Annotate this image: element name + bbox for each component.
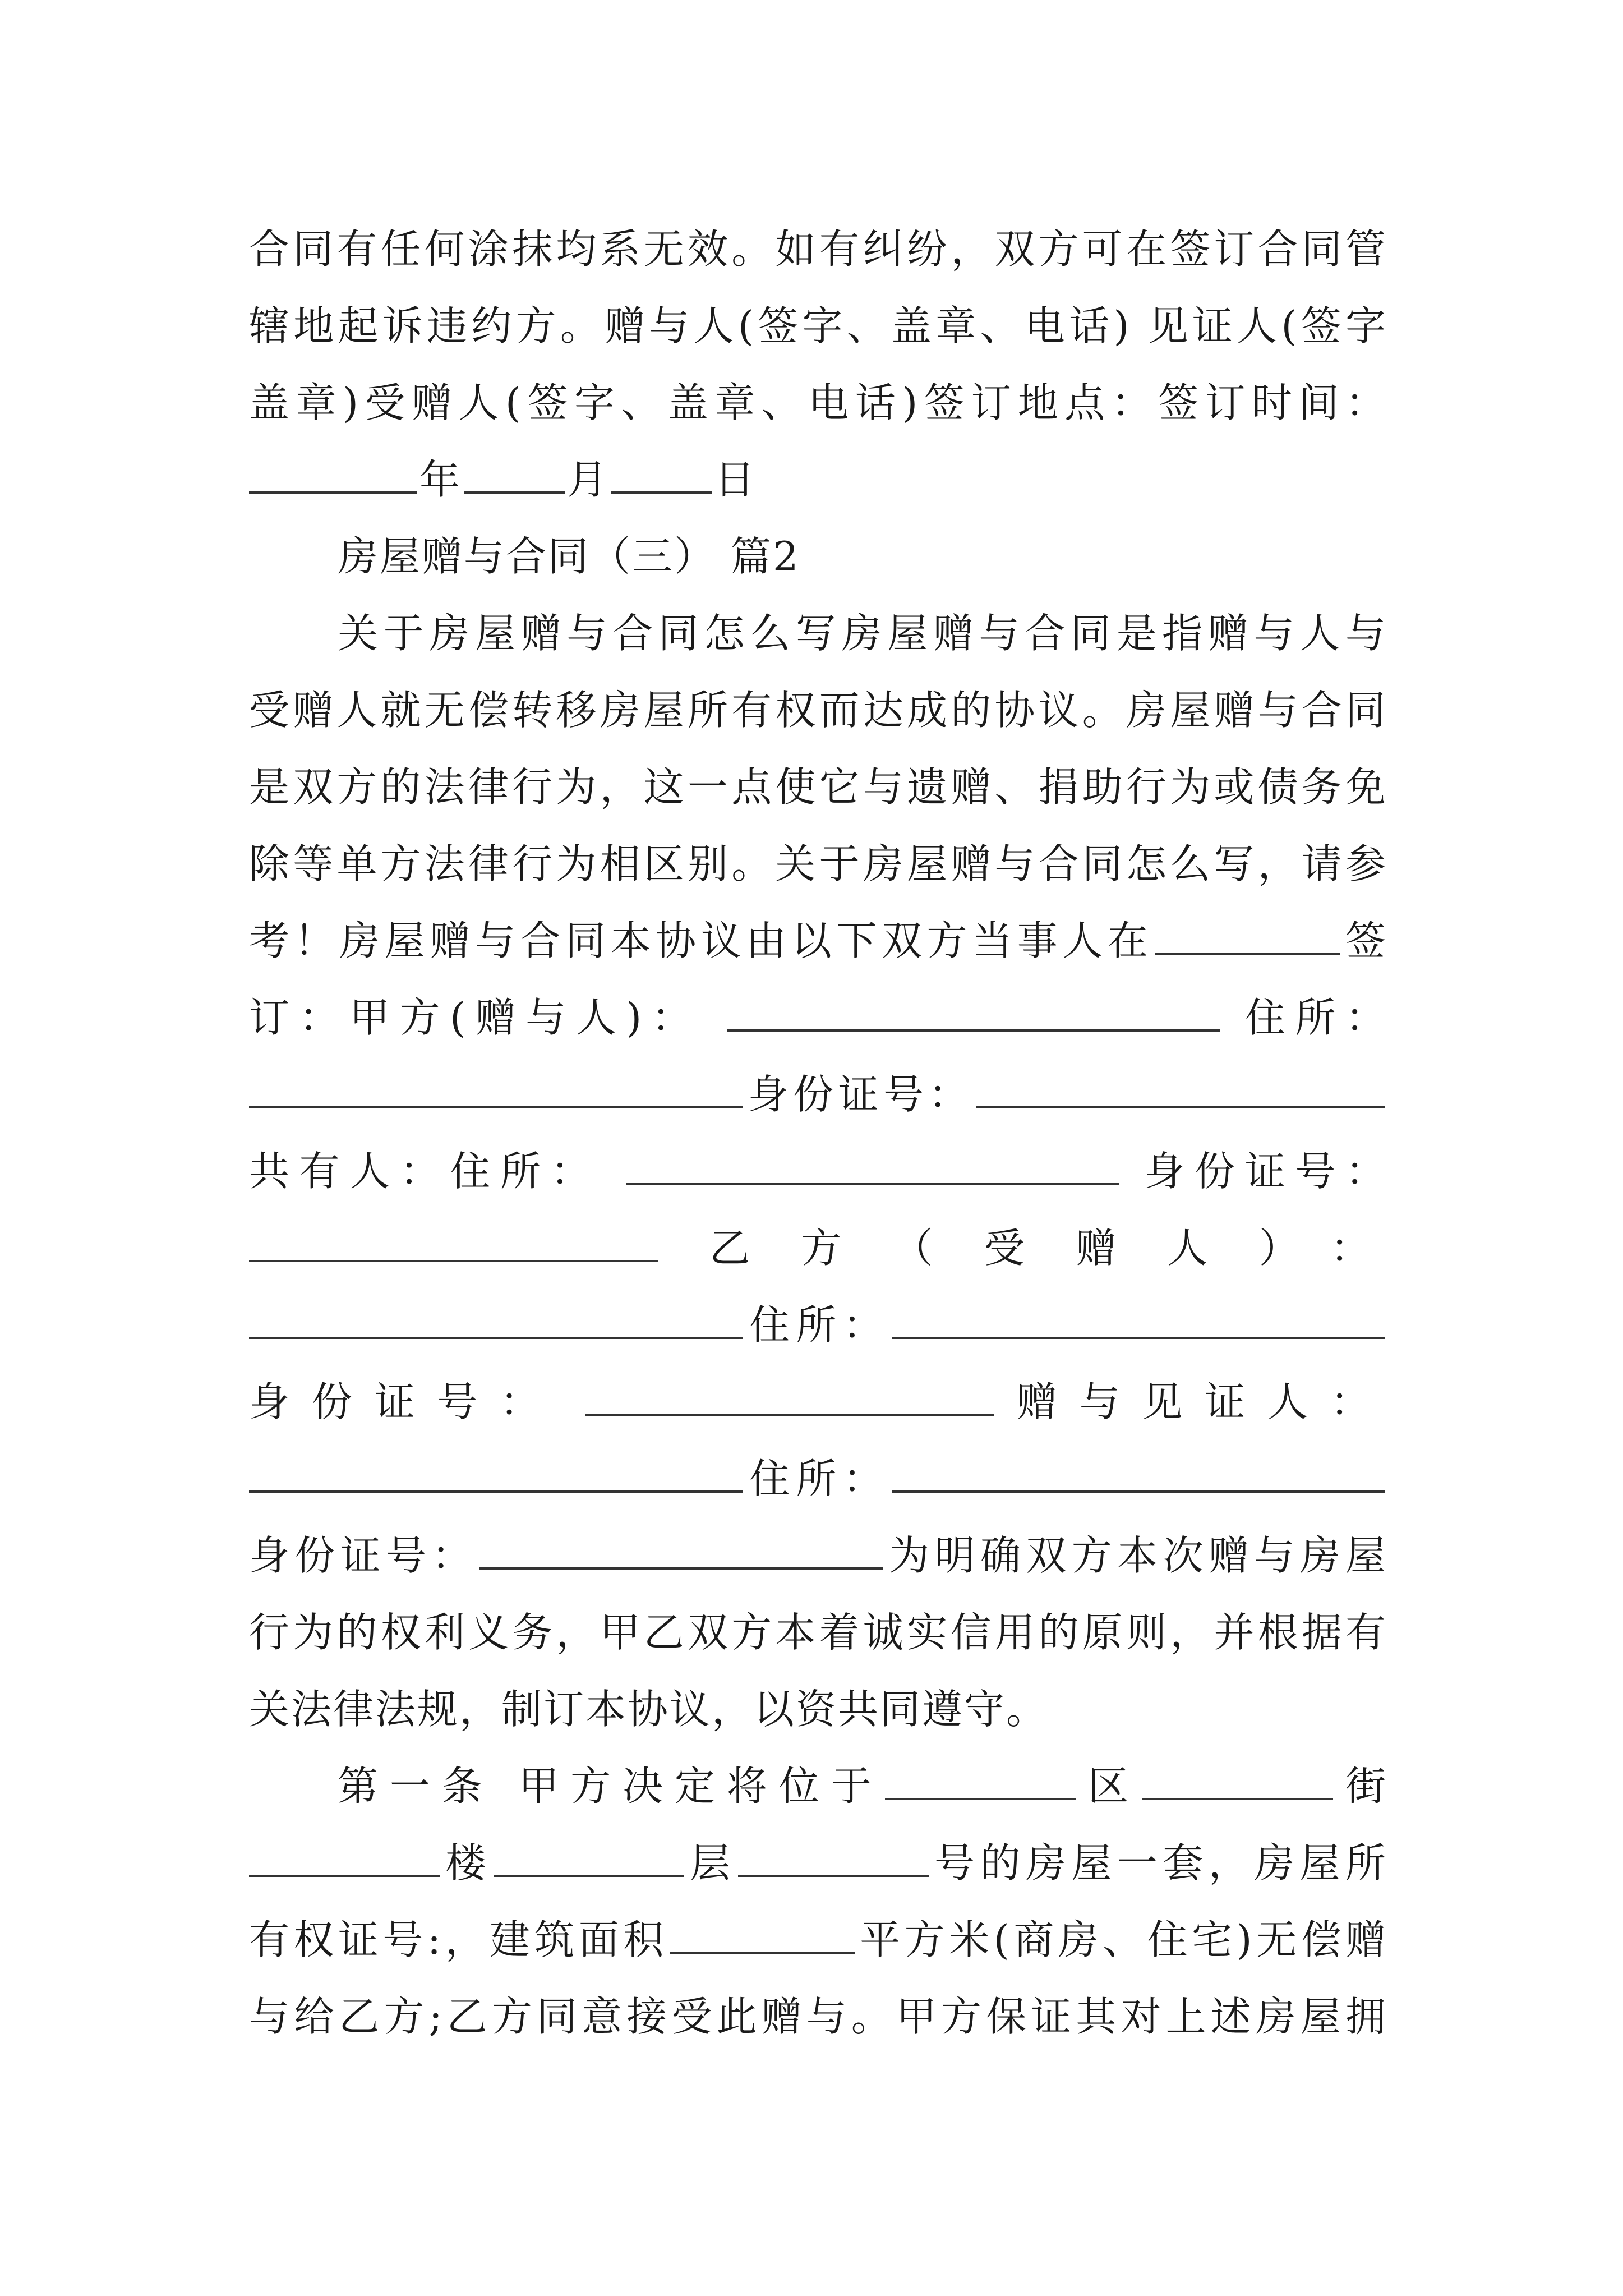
text-line: 辖地起诉违约方。赠与人(签字、盖章、电话) 见证人(签字: [249, 302, 1387, 349]
line-text: 第一条 甲方决定将位于: [338, 1763, 883, 1810]
line-text: 身份证号：: [249, 1378, 563, 1425]
line-text: 身份证号：: [745, 1071, 974, 1118]
article-line: [338, 1748, 1387, 1825]
party-line: [249, 1287, 1387, 1364]
blank-field[interactable]: [249, 458, 417, 494]
line-text: 身份证号：: [249, 1532, 477, 1579]
day-label: 日: [714, 456, 757, 503]
text-line: 关法律法规，制订本协议，以资共同遵守。: [249, 1686, 1049, 1733]
blank-field[interactable]: [1155, 919, 1340, 955]
blank-field[interactable]: [738, 1841, 929, 1877]
blank-field[interactable]: [611, 458, 712, 494]
line-text: 共有人：住所：: [249, 1148, 601, 1195]
line-text: 住所：: [745, 1301, 889, 1349]
blank-field[interactable]: [479, 1534, 883, 1570]
party-line: [249, 1056, 1387, 1133]
line-text: 有权证号:，建筑面积: [249, 1916, 668, 1963]
party-line: [249, 903, 1387, 979]
blank-field[interactable]: [892, 1303, 1385, 1339]
article-line: [249, 1825, 1387, 1902]
party-line: [249, 1441, 1387, 1517]
party-line: [249, 1517, 1387, 1594]
text-line: 盖章)受赠人(签字、盖章、电话)签订地点：签订时间：: [249, 379, 1387, 426]
line-text: 为明确双方本次赠与房屋: [885, 1532, 1387, 1579]
line-text: 住所：: [1244, 994, 1387, 1041]
party-line: [249, 1133, 1387, 1210]
blank-field[interactable]: [670, 1918, 855, 1954]
line-text: 平方米(商房、住宅)无偿赠: [857, 1916, 1387, 1963]
line-text: 住所：: [745, 1455, 889, 1502]
blank-field[interactable]: [249, 1841, 440, 1877]
blank-field[interactable]: [1142, 1764, 1333, 1800]
year-label: 年: [419, 456, 462, 503]
line-text: 身份证号：: [1144, 1148, 1388, 1195]
line-text: 赠与见证人：: [1016, 1378, 1387, 1425]
line-text: 签: [1342, 917, 1387, 964]
blank-field[interactable]: [249, 1303, 743, 1339]
blank-field[interactable]: [249, 1073, 743, 1108]
blank-field[interactable]: [249, 1226, 658, 1262]
article-line: [249, 1902, 1387, 1978]
party-line: [249, 1364, 1387, 1441]
section-title: 房屋赠与合同（三） 篇2: [338, 533, 800, 580]
line-text: 号的房屋一套，房屋所: [930, 1839, 1387, 1887]
blank-field[interactable]: [494, 1841, 684, 1877]
blank-field[interactable]: [585, 1380, 994, 1416]
line-text: 层: [686, 1839, 736, 1887]
party-line: [249, 1210, 1387, 1287]
line-text: 楼: [442, 1839, 491, 1887]
text-line: 合同有任何涂抹均系无效。如有纠纷，双方可在签订合同管: [249, 226, 1387, 273]
blank-field[interactable]: [249, 1457, 743, 1493]
line-text: 考！房屋赠与合同本协议由以下双方当事人在: [249, 917, 1153, 964]
line-text: 区: [1078, 1763, 1141, 1810]
text-line: 是双方的法律行为，这一点使它与遗赠、捐助行为或债务免: [249, 763, 1387, 811]
blank-field[interactable]: [976, 1073, 1385, 1108]
text-line: 与给乙方;乙方同意接受此赠与。甲方保证其对上述房屋拥: [249, 1993, 1387, 2040]
blank-field[interactable]: [727, 996, 1220, 1032]
blank-field[interactable]: [885, 1764, 1076, 1800]
party-line: [249, 979, 1387, 1056]
line-text: 街: [1335, 1763, 1387, 1810]
blank-field[interactable]: [626, 1149, 1119, 1185]
blank-field[interactable]: [464, 458, 565, 494]
month-label: 月: [567, 456, 610, 503]
line-text: 订：甲方(赠与人)：: [249, 994, 702, 1041]
blank-field[interactable]: [892, 1457, 1385, 1493]
text-line: 行为的权利义务，甲乙双方本着诚实信用的原则，并根据有: [249, 1609, 1387, 1656]
text-line: 受赠人就无偿转移房屋所有权而达成的协议。房屋赠与合同: [249, 687, 1387, 734]
line-text: 乙方（受赠人）：: [709, 1225, 1387, 1272]
date-line: [249, 441, 1387, 518]
text-line: 关于房屋赠与合同怎么写房屋赠与合同是指赠与人与: [338, 610, 1387, 657]
text-line: 除等单方法律行为相区别。关于房屋赠与合同怎么写，请参: [249, 840, 1387, 887]
